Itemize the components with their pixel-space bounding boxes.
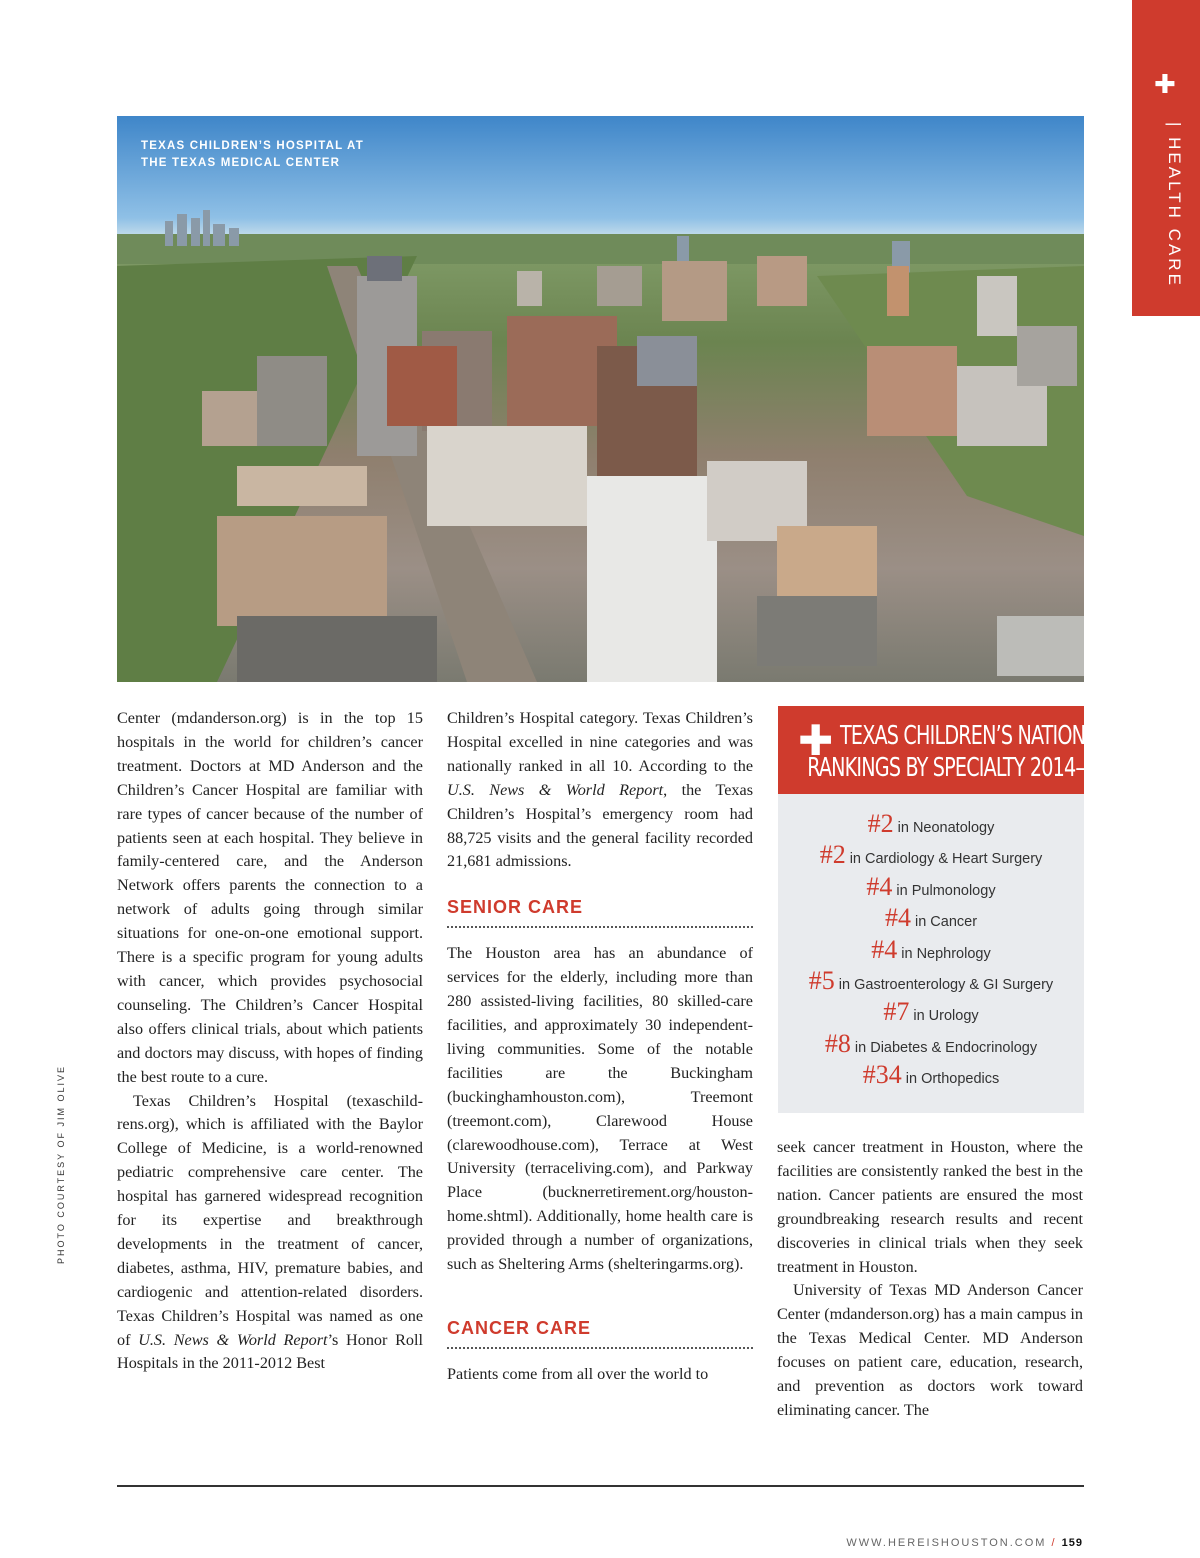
rankings-header [778, 706, 1130, 794]
photo-credit: PHOTO COURTESY OF JIM OLIVE [56, 1064, 66, 1264]
ranking-specialty: in Pulmonology [896, 882, 996, 899]
senior-care-paragraph: The Houston area has an abundance of services for the elderly, including more than 280 assisted-living facilities, 80 skilled-care facilities, and approximately 30 independent-living communities. Some of the notable facilities are the Buckingham (buckinghamhouston.com), Treemont (treemont.com), Clarewood House (clarewoodhouse.com), Terrace at West University (terraceliving.com), and Parkway Place (bucknerretirement.org/houston-home.shtml). Additionally, home health care is provided through a number of organizations, such as Sheltering Arms (shelteringarms.org). [447, 944, 753, 1274]
footer-url[interactable]: WWW.HEREISHOUSTON.COM [846, 1537, 1047, 1549]
cross-icon: ✚ [798, 716, 834, 765]
paragraph [447, 707, 753, 874]
article-column-2 [447, 707, 753, 1387]
spacer [447, 1277, 753, 1317]
rankings-title-line-1: TEXAS CHILDREN’S NATIONAL [840, 721, 1108, 751]
ranking-specialty: in Gastroenterology & GI Surgery [838, 976, 1054, 993]
page-number: 159 [1061, 1537, 1083, 1549]
ranking-item [778, 934, 1084, 965]
paragraph: Center (mdanderson.org) is in the top 15 hospitals in the world for children’s cancer treatment. Doctors at MD Anderson and the Children’s Cancer Hospital are familiar with rare types of cancer because of the number of patients seen at each hospital. They believe in family-centered care, and the Anderson Network offers parents the connection to a network of adults going through similar situations for one-on-one emotional support. There is a specific program for young adults with cancer, which provides psychosocial counseling. The Children’s Cancer Hospital also offers clinical trials, about which patients and doctors may discuss, with hopes of finding the best route to a cure. [117, 709, 423, 1086]
ranking-specialty: in Diabetes & Endocrinology [854, 1039, 1038, 1056]
ranking-item [778, 871, 1084, 902]
ranking-number: #7 [883, 997, 910, 1027]
paragraph-text: Children’s Hospital category. Texas Children’s Hospital excelled in nine categories and was nationally ranked in all 10. According to the [447, 709, 753, 775]
ranking-item [778, 965, 1084, 996]
ranking-item [778, 996, 1084, 1027]
ranking-specialty: in Orthopedics [905, 1071, 1000, 1088]
spacer [447, 928, 753, 942]
ranking-number: #8 [824, 1028, 851, 1058]
rankings-title-line-2: RANKINGS BY SPECIALTY 2014–2015 [807, 753, 1130, 783]
ranking-specialty: in Nephrology [901, 945, 991, 962]
ranking-number: #2 [819, 840, 846, 870]
photo-caption-line-1: TEXAS CHILDREN’S HOSPITAL AT [141, 140, 364, 152]
ranking-number: #5 [808, 965, 835, 995]
ranking-number: #34 [862, 1060, 902, 1090]
city-skyline-illustration [117, 116, 1084, 682]
section-label: | HEALTH CARE [1165, 122, 1184, 288]
ranking-item [778, 808, 1084, 839]
page-footer [846, 1537, 1083, 1549]
footer-rule [117, 1485, 1084, 1487]
ranking-number: #4 [884, 903, 911, 933]
section-tab [1132, 0, 1200, 316]
ranking-specialty: in Urology [913, 1008, 979, 1025]
footer-separator: / [1051, 1537, 1057, 1549]
ranking-number: #4 [866, 871, 893, 901]
paragraph [117, 1090, 423, 1377]
publication-title: U.S. News & World Report [447, 780, 664, 799]
paragraph-text: , the Texas Children’s Hospital’s emergency room had 88,725 visits and the general facility recorded 21,681 admissions. [447, 780, 753, 871]
publication-title: U.S. News & World Report [138, 1330, 328, 1349]
ranking-specialty: in Cancer [914, 914, 978, 931]
article-column-1 [117, 707, 423, 1376]
article-column-3 [777, 1136, 1083, 1423]
spacer [447, 874, 753, 896]
ranking-number: #2 [867, 809, 894, 838]
ranking-specialty: in Neonatology [897, 820, 995, 836]
photo-caption-line-2: THE TEXAS MEDICAL CENTER [141, 157, 341, 169]
paragraph: University of Texas MD Anderson Cancer Center (mdanderson.org) has a main campus in the Texas Medical Center. MD Anderson focuses on patient care, education, research, and prevention as doctors work toward eliminating cancer. The [777, 1281, 1083, 1419]
photo-caption [141, 138, 401, 172]
cross-icon: ✚ [1154, 70, 1176, 100]
cancer-care-paragraph: Patients come from all over the world to [447, 1364, 709, 1383]
ranking-item [778, 902, 1084, 933]
rankings-title [807, 720, 1130, 784]
senior-care-heading: SENIOR CARE [447, 896, 753, 928]
cancer-care-heading: CANCER CARE [447, 1317, 753, 1349]
ranking-number: #4 [871, 934, 898, 964]
hero-photo [117, 116, 1084, 682]
ranking-item [778, 1059, 1084, 1090]
paragraph: seek cancer treatment in Houston, where the facilities are consistently ranked the best in the nation. Cancer patients are ensured the most groundbreaking research results and recent discoveries in clinical trials when they seek treatment in Houston. [777, 1138, 1083, 1276]
spacer [447, 1349, 753, 1363]
ranking-specialty: in Cardiology & Heart Surgery [849, 851, 1043, 868]
rankings-list [778, 794, 1084, 1113]
paragraph-text: ’s Honor Roll Hospitals in the 2011-2012 Best [117, 1330, 423, 1373]
paragraph-text: Texas Children’s Hospital (texaschildrens.org), which is affiliated with the Baylor College of Medicine, is a world-renowned pediatric comprehensive care center. The hospital has garnered widespread recognition for its expertise and breakthrough developments in the treatment of cancer, diabetes, asthma, HIV, premature babies, and cardiogenic and attention-related disorders. Texas Children’s Hospital was named as one of [117, 1091, 423, 1349]
ranking-item [778, 839, 1084, 870]
ranking-item [778, 1028, 1084, 1059]
